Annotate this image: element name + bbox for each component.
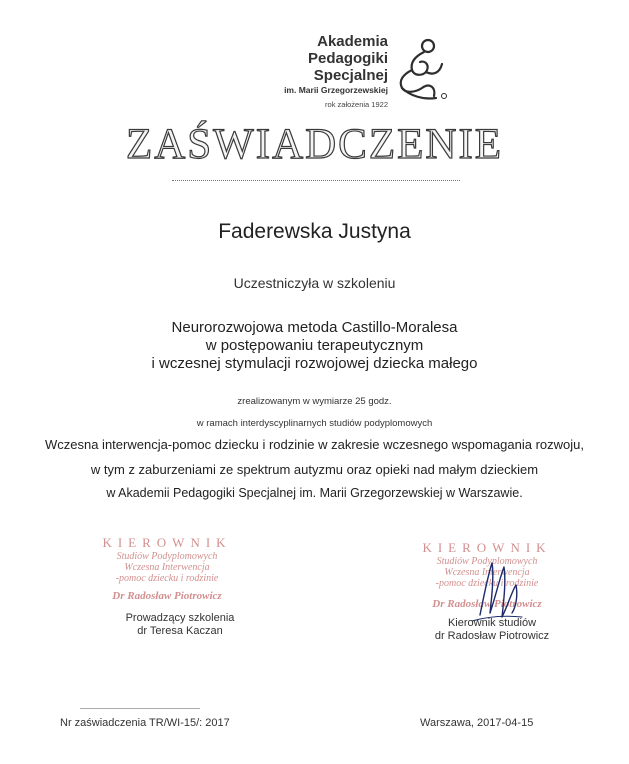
right-signatory-name: dr Radosław Piotrowicz: [434, 630, 550, 642]
right-signatory-role: Kierownik studiów: [447, 617, 537, 629]
stamp-right-name: Dr Radosław Piotrowicz: [432, 598, 542, 610]
stamp-right-heading: KIEROWNIK: [422, 540, 552, 555]
left-signatory-role: Prowadzący szkolenia: [125, 612, 235, 624]
participation-statement: Uczestniczyła w szkoleniu: [233, 275, 396, 291]
course-title-line3: i wczesnej stymulacji rozwojowej dziecka małego: [151, 355, 478, 372]
course-title-line1: Neurorozwojowa metoda Castillo-Moralesa: [171, 319, 458, 336]
stamp-left-heading: KIEROWNIK: [102, 535, 232, 550]
recipient-name: Faderewska Justyna: [218, 220, 411, 243]
stamp-left-name: Dr Radosław Piotrowicz: [112, 590, 222, 602]
left-signatory-name: dr Teresa Kaczan: [137, 625, 223, 637]
title-divider: [172, 180, 460, 181]
certificate-number: Nr zaświadczenia TR/WI-15/: 2017: [60, 717, 230, 729]
stamp-left-line1: Studiów Podyplomowych: [116, 551, 218, 562]
academy-logo-icon: [390, 36, 452, 106]
stamp-right-line3: -pomoc dziecku i rodzinie: [435, 578, 539, 589]
stamp-left-line3: -pomoc dziecku i rodzinie: [115, 573, 219, 584]
academy-location: w Akademii Pedagogiki Specjalnej im. Marii Grzegorzewskiej w Warszawie.: [106, 486, 523, 500]
study-program-line2: w tym z zaburzeniami ze spektrum autyzmu oraz opieki nad małym dzieckiem: [90, 462, 539, 477]
institution-name-line3: Specjalnej: [313, 67, 388, 84]
institution-name-line2: Pedagogiki: [307, 50, 388, 67]
stamp-right-line2: Wczesna Interwencja: [444, 567, 530, 578]
certificate-title: ZAŚWIADCZENIE: [125, 121, 504, 168]
course-title-line2: w postępowaniu terapeutycznym: [205, 337, 424, 354]
place-and-date: Warszawa, 2017-04-15: [420, 717, 534, 729]
study-framework: w ramach interdyscyplinarnych studiów podyplomowych: [196, 418, 433, 429]
footer-divider: [80, 708, 200, 709]
study-program-line1: Wczesna interwencja-pomoc dziecku i rodzinie w zakresie wczesnego wspomagania rozwoju,: [44, 437, 585, 452]
course-hours: zrealizowanym w wymiarze 25 godz.: [237, 396, 392, 407]
stamp-left-line2: Wczesna Interwencja: [124, 562, 210, 573]
stamp-right-line1: Studiów Podyplomowych: [436, 556, 538, 567]
institution-patron: im. Marii Grzegorzewskiej: [284, 85, 388, 95]
institution-founded: rok założenia 1922: [325, 100, 388, 109]
institution-name-line1: Akademia: [317, 33, 388, 50]
